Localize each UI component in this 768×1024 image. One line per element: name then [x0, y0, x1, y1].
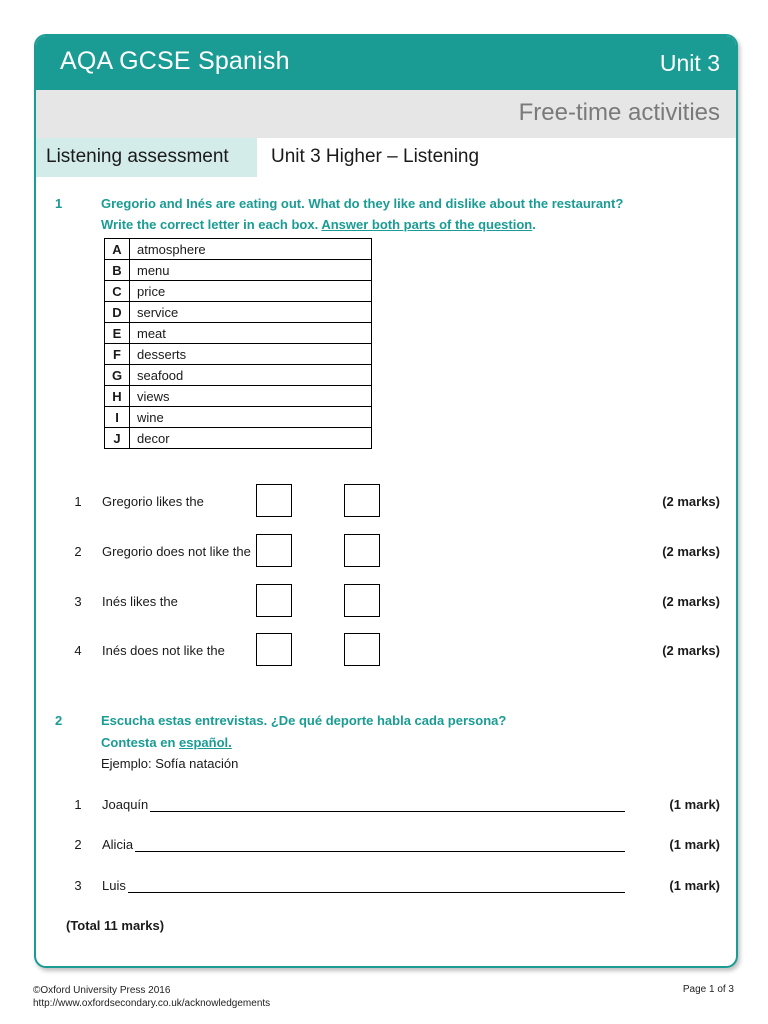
q2-item-number: 3: [74, 878, 82, 893]
q2-item-marks: (1 mark): [669, 837, 720, 852]
header-bar: [36, 36, 736, 90]
q1-item-number: 4: [74, 643, 82, 658]
q2-item-name: Luis: [102, 878, 126, 893]
footer-left: [33, 984, 270, 1010]
q1-number: 1: [55, 196, 63, 211]
option-row: [105, 365, 372, 386]
option-letter: F: [105, 344, 130, 365]
answer-box-first[interactable]: [256, 484, 292, 517]
option-letter: J: [105, 428, 130, 449]
q1-item-number: 1: [74, 494, 82, 509]
q2-answer-line[interactable]: [135, 851, 625, 852]
q1-item-marks: (2 marks): [662, 643, 720, 658]
option-letter: G: [105, 365, 130, 386]
option-row: [105, 239, 372, 260]
q1-item-marks: (2 marks): [662, 494, 720, 509]
q1-item-number: 2: [74, 544, 82, 559]
option-letter: H: [105, 386, 130, 407]
q2-instruction-1: Escucha estas entrevistas. ¿De qué deporte habla cada persona?: [101, 713, 507, 728]
answer-box-second[interactable]: [344, 484, 380, 517]
answer-box-first[interactable]: [256, 584, 292, 617]
q2-instruction-2: [101, 735, 232, 750]
option-row: [105, 260, 372, 281]
option-letter: D: [105, 302, 130, 323]
q2-number: 2: [55, 713, 63, 728]
option-row: [105, 407, 372, 428]
q2-item-name: Alicia: [102, 837, 134, 852]
q2-answer-line[interactable]: [150, 811, 625, 812]
option-word: menu: [130, 260, 372, 281]
option-word: price: [130, 281, 372, 302]
unit-label: Unit 3: [659, 50, 720, 76]
footer-copyright: ©Oxford University Press 2016: [33, 985, 171, 996]
option-row: [105, 281, 372, 302]
option-word: atmosphere: [130, 239, 372, 260]
worksheet-frame: [34, 34, 738, 968]
option-letter: C: [105, 281, 130, 302]
option-letter: B: [105, 260, 130, 281]
option-letter: I: [105, 407, 130, 428]
q1-item-marks: (2 marks): [662, 594, 720, 609]
brand-title: AQA GCSE Spanish: [60, 47, 290, 75]
footer-url: http://www.oxfordsecondary.co.uk/acknowledgements: [33, 998, 271, 1009]
footer-page: Page 1 of 3: [682, 984, 734, 995]
unit-subheading: Unit 3 Higher – Listening: [271, 146, 480, 167]
option-letter: A: [105, 239, 130, 260]
answer-box-first[interactable]: [256, 534, 292, 567]
option-word: meat: [130, 323, 372, 344]
topic-title: Free-time activities: [518, 99, 720, 126]
q2-example: Ejemplo: Sofía natación: [101, 756, 239, 771]
q1-instruction-1: Gregorio and Inés are eating out. What do they like and dislike about the restaurant?: [101, 196, 624, 211]
q1-instruction-2-suffix: .: [532, 217, 536, 232]
option-word: desserts: [130, 344, 372, 365]
q1-item-number: 3: [74, 594, 82, 609]
q2-instruction-2-prefix: Contesta en: [101, 735, 180, 750]
q2-item-number: 2: [74, 837, 82, 852]
answer-box-second[interactable]: [344, 633, 380, 666]
answer-box-second[interactable]: [344, 534, 380, 567]
option-row: [105, 302, 372, 323]
option-row: [105, 344, 372, 365]
option-word: decor: [130, 428, 372, 449]
option-row: [105, 323, 372, 344]
q1-instruction-2-prefix: Write the correct letter in each box.: [101, 217, 322, 232]
option-word: seafood: [130, 365, 372, 386]
option-word: wine: [130, 407, 372, 428]
option-word: service: [130, 302, 372, 323]
q2-instruction-2-underlined: español.: [179, 735, 232, 750]
q2-item-number: 1: [74, 797, 82, 812]
q1-item-text: Inés does not like the: [102, 643, 225, 658]
q1-instruction-2-underlined: Answer both parts of the question: [321, 217, 533, 232]
assessment-tag: [36, 138, 257, 177]
topic-bar: [36, 90, 736, 138]
q1-item-text: Gregorio does not like the: [102, 544, 251, 559]
answer-box-second[interactable]: [344, 584, 380, 617]
q2-item-marks: (1 mark): [669, 878, 720, 893]
option-word: views: [130, 386, 372, 407]
options-table: [104, 238, 372, 449]
option-row: [105, 428, 372, 449]
total-marks: (Total 11 marks): [66, 918, 165, 933]
assessment-tag-label: Listening assessment: [46, 146, 229, 167]
q1-item-marks: (2 marks): [662, 544, 720, 559]
q1-item-text: Gregorio likes the: [102, 494, 204, 509]
q2-item-name: Joaquín: [102, 797, 149, 812]
option-row: [105, 386, 372, 407]
q2-answer-line[interactable]: [128, 892, 625, 893]
q2-item-marks: (1 mark): [669, 797, 720, 812]
option-letter: E: [105, 323, 130, 344]
q1-instruction-2: [101, 217, 536, 232]
q1-item-text: Inés likes the: [102, 594, 178, 609]
answer-box-first[interactable]: [256, 633, 292, 666]
